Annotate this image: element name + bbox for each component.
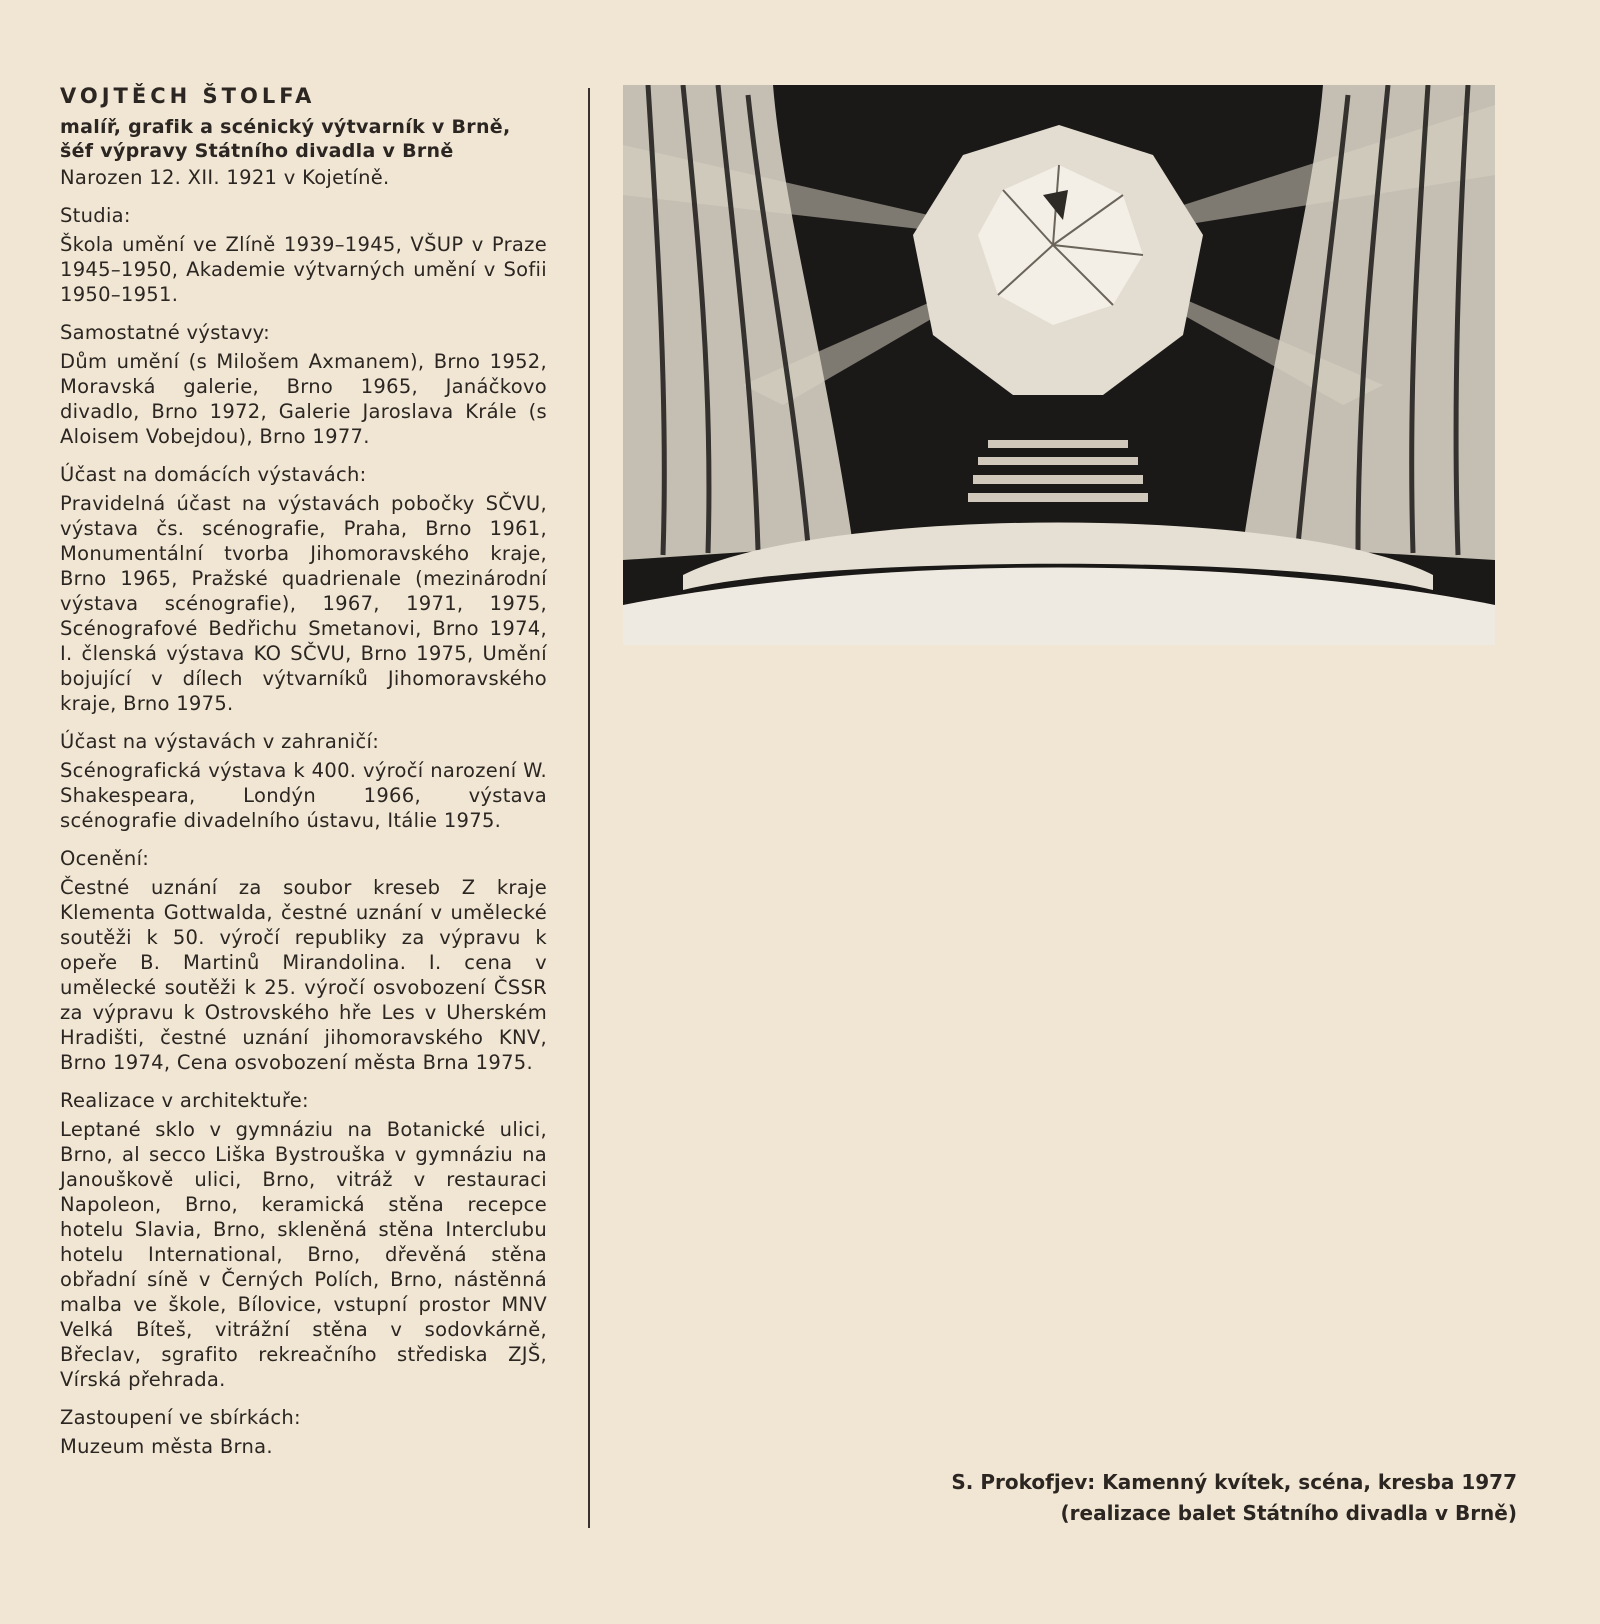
caption-line1: S. Prokofjev: Kamenný kvítek, scéna, kresba 1977	[951, 1470, 1517, 1494]
section-architecture	[60, 1088, 547, 1392]
section-body: Pravidelná účast na výstavách pobočky SČVU, výstava čs. scénografie, Praha, Brno 1961, Monumentální tvorba Jihomoravského kraje, Brno 1965, Pražské quadrienale (mezinárodní výstava scénografie), 1967, 1971, 1975, Scénografové Bedřichu Smetanovi, Brno 1974, I. členská výstava KO SČVU, Brno 1975, Umění bojující v dílech výtvarníků Jihomoravského kraje, Brno 1975.	[60, 492, 547, 715]
section-domestic-exhibitions	[60, 462, 547, 716]
artist-role-line1: malíř, grafik a scénický výtvarník v Brně,	[60, 116, 511, 138]
artist-born: Narozen 12. XII. 1921 v Kojetíně.	[60, 166, 390, 189]
artwork-caption	[877, 1467, 1517, 1529]
caption-line2: (realizace balet Státního divadla v Brně)	[1060, 1501, 1517, 1525]
column-divider	[588, 88, 590, 1528]
section-heading: Ocenění:	[60, 847, 150, 870]
section-solo-exhibitions	[60, 320, 547, 449]
stage-design-drawing	[623, 85, 1495, 645]
section-heading: Účast na domácích výstavách:	[60, 463, 367, 486]
section-awards	[60, 846, 547, 1075]
section-heading: Samostatné výstavy:	[60, 321, 270, 344]
section-heading: Účast na výstavách v zahraničí:	[60, 730, 380, 753]
artist-name: VOJTĚCH ŠTOLFA	[60, 84, 316, 108]
section-heading: Realizace v architektuře:	[60, 1089, 309, 1112]
section-studies	[60, 203, 547, 307]
section-body: Čestné uznání za soubor kreseb Z kraje Klementa Gottwalda, čestné uznání v umělecké soutěži k 50. výročí republiky za výpravu k opeře B. Martinů Mirandolina. I. cena v umělecké soutěži k 25. výročí osvobození ČSSR za výpravu k Ostrovského hře Les v Uherském Hradišti, čestné uznání jihomoravského KNV, Brno 1974, Cena osvobození města Brna 1975.	[60, 876, 547, 1074]
artist-biography	[60, 84, 547, 1459]
section-collections	[60, 1405, 547, 1459]
section-body: Leptané sklo v gymnáziu na Botanické ulici, Brno, al secco Liška Bystrouška v gymnáziu na Janouškově ulici, Brno, vitráž v restauraci Napoleon, Brno, keramická stěna recepce hotelu Slavia, Brno, skleněná stěna Interclubu hotelu International, Brno, dřevěná stěna obřadní síně v Černých Polích, Brno, nástěnná malba ve škole, Bílovice, vstupní prostor MNV Velká Bíteš, vitrážní stěna v sodovkárně, Břeclav, sgrafito rekreačního střediska ZJŠ, Vírská přehrada.	[60, 1118, 547, 1391]
section-heading: Zastoupení ve sbírkách:	[60, 1406, 301, 1429]
section-body: Muzeum města Brna.	[60, 1435, 273, 1458]
section-body: Dům umění (s Milošem Axmanem), Brno 1952, Moravská galerie, Brno 1965, Janáčkovo divadlo, Brno 1972, Galerie Jaroslava Krále (s Aloisem Vobejdou), Brno 1977.	[60, 350, 547, 448]
section-body: Škola umění ve Zlíně 1939–1945, VŠUP v Praze 1945–1950, Akademie výtvarných umění v Sofii 1950–1951.	[60, 233, 547, 306]
section-body: Scénografická výstava k 400. výročí narození W. Shakespeara, Londýn 1966, výstava scénografie divadelního ústavu, Itálie 1975.	[60, 759, 547, 832]
section-foreign-exhibitions	[60, 729, 547, 833]
artist-role-line2: šéf výpravy Státního divadla v Brně	[60, 140, 454, 162]
section-heading: Studia:	[60, 204, 131, 227]
